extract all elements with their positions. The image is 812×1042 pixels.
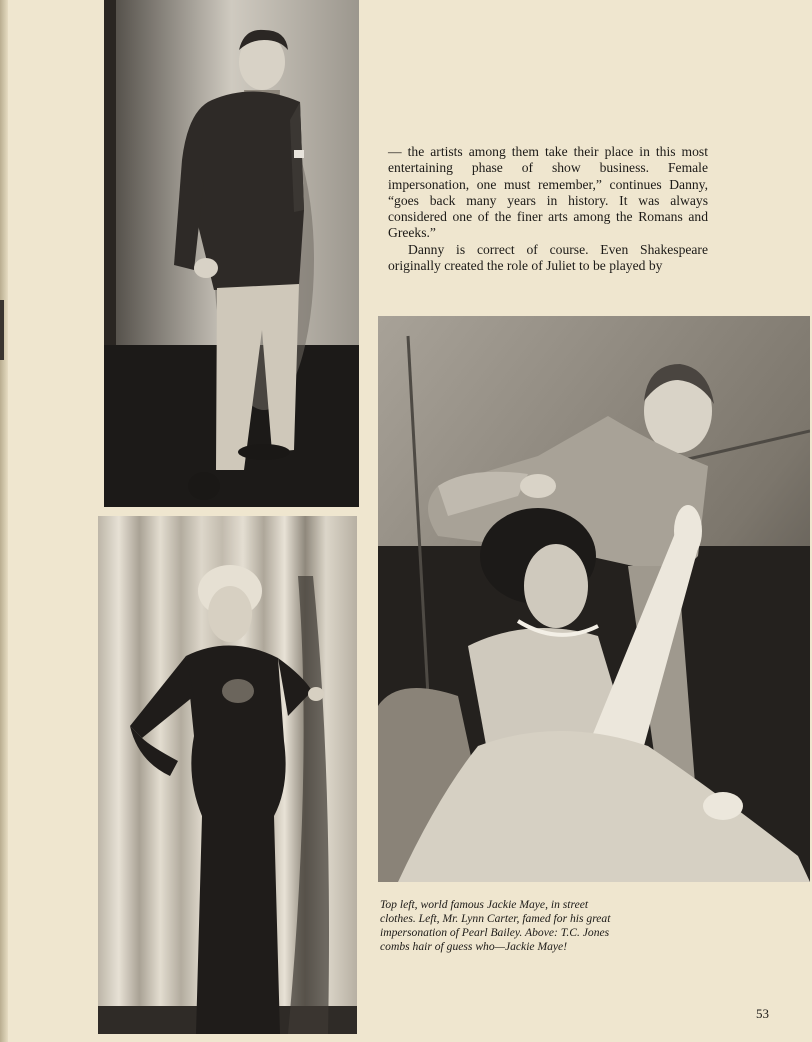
page-edge (0, 0, 8, 1042)
page-number: 53 (756, 1006, 769, 1021)
page-edge-mark (0, 300, 4, 360)
article-body (388, 144, 708, 274)
photo-caption: Top left, world famous Jackie Maye, in street clothes. Left, Mr. Lynn Carter, famed for his great impersonation of Pearl Bailey. Above: T.C. Jones combs hair of guess who—Jackie Maye! (380, 898, 611, 953)
article-paragraph: Danny is correct of course. Even Shakespeare originally created the role of Juliet to be played by (388, 241, 708, 274)
photo-man-street-clothes (104, 0, 359, 507)
photo-performer-in-gown (98, 516, 357, 1034)
photo-hair-combing (378, 316, 810, 882)
article-paragraph: — the artists among them take their place in this most entertaining phase of show business. Female impersonation, one must remember,” continues Danny, “goes back many years in history. It was always considered one of the finer arts among the Romans and Greeks.” (388, 144, 708, 241)
